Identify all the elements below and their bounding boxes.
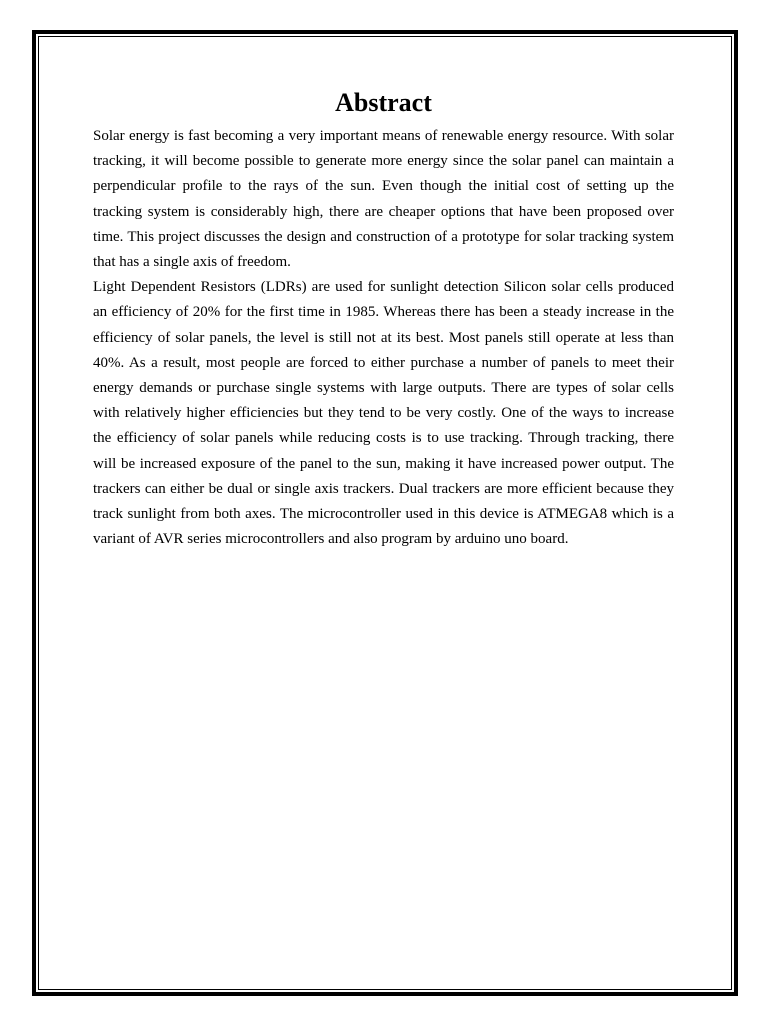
page-title: Abstract [335,88,432,117]
paragraph-details: Light Dependent Resistors (LDRs) are used for sunlight detection Silicon solar cells produced an efficiency of 20% for the first time in 1985. Whereas there has been a steady increase in the efficiency of solar panels, the level is still not at its best. Most panels still operate at less than 40%. As a result, most people are forced to either purchase a number of panels to meet their energy demands or purchase single systems with large outputs. There are types of solar cells with relatively higher efficiencies but they tend to be very costly. One of the ways to increase the efficiency of solar panels while reducing costs is to use tracking. Through tracking, there will be increased exposure of the panel to the sun, making it have increased power output. The trackers can either be dual or single axis trackers. Dual trackers are more efficient because they track sunlight from both axes. The microcontroller used in this device is ATMEGA8 which is a variant of AVR series microcontrollers and also program by arduino uno board. [93,279,674,548]
document-body [93,84,674,552]
paragraph-intro: Solar energy is fast becoming a very important means of renewable energy resource. With solar tracking, it will become possible to generate more energy since the solar panel can maintain a perpendicular profile to the rays of the sun. Even though the initial cost of setting up the tracking system is considerably high, there are cheaper options that have been proposed over time. This project discusses the design and construction of a prototype for solar tracking system that has a single axis of freedom. [93,128,674,271]
